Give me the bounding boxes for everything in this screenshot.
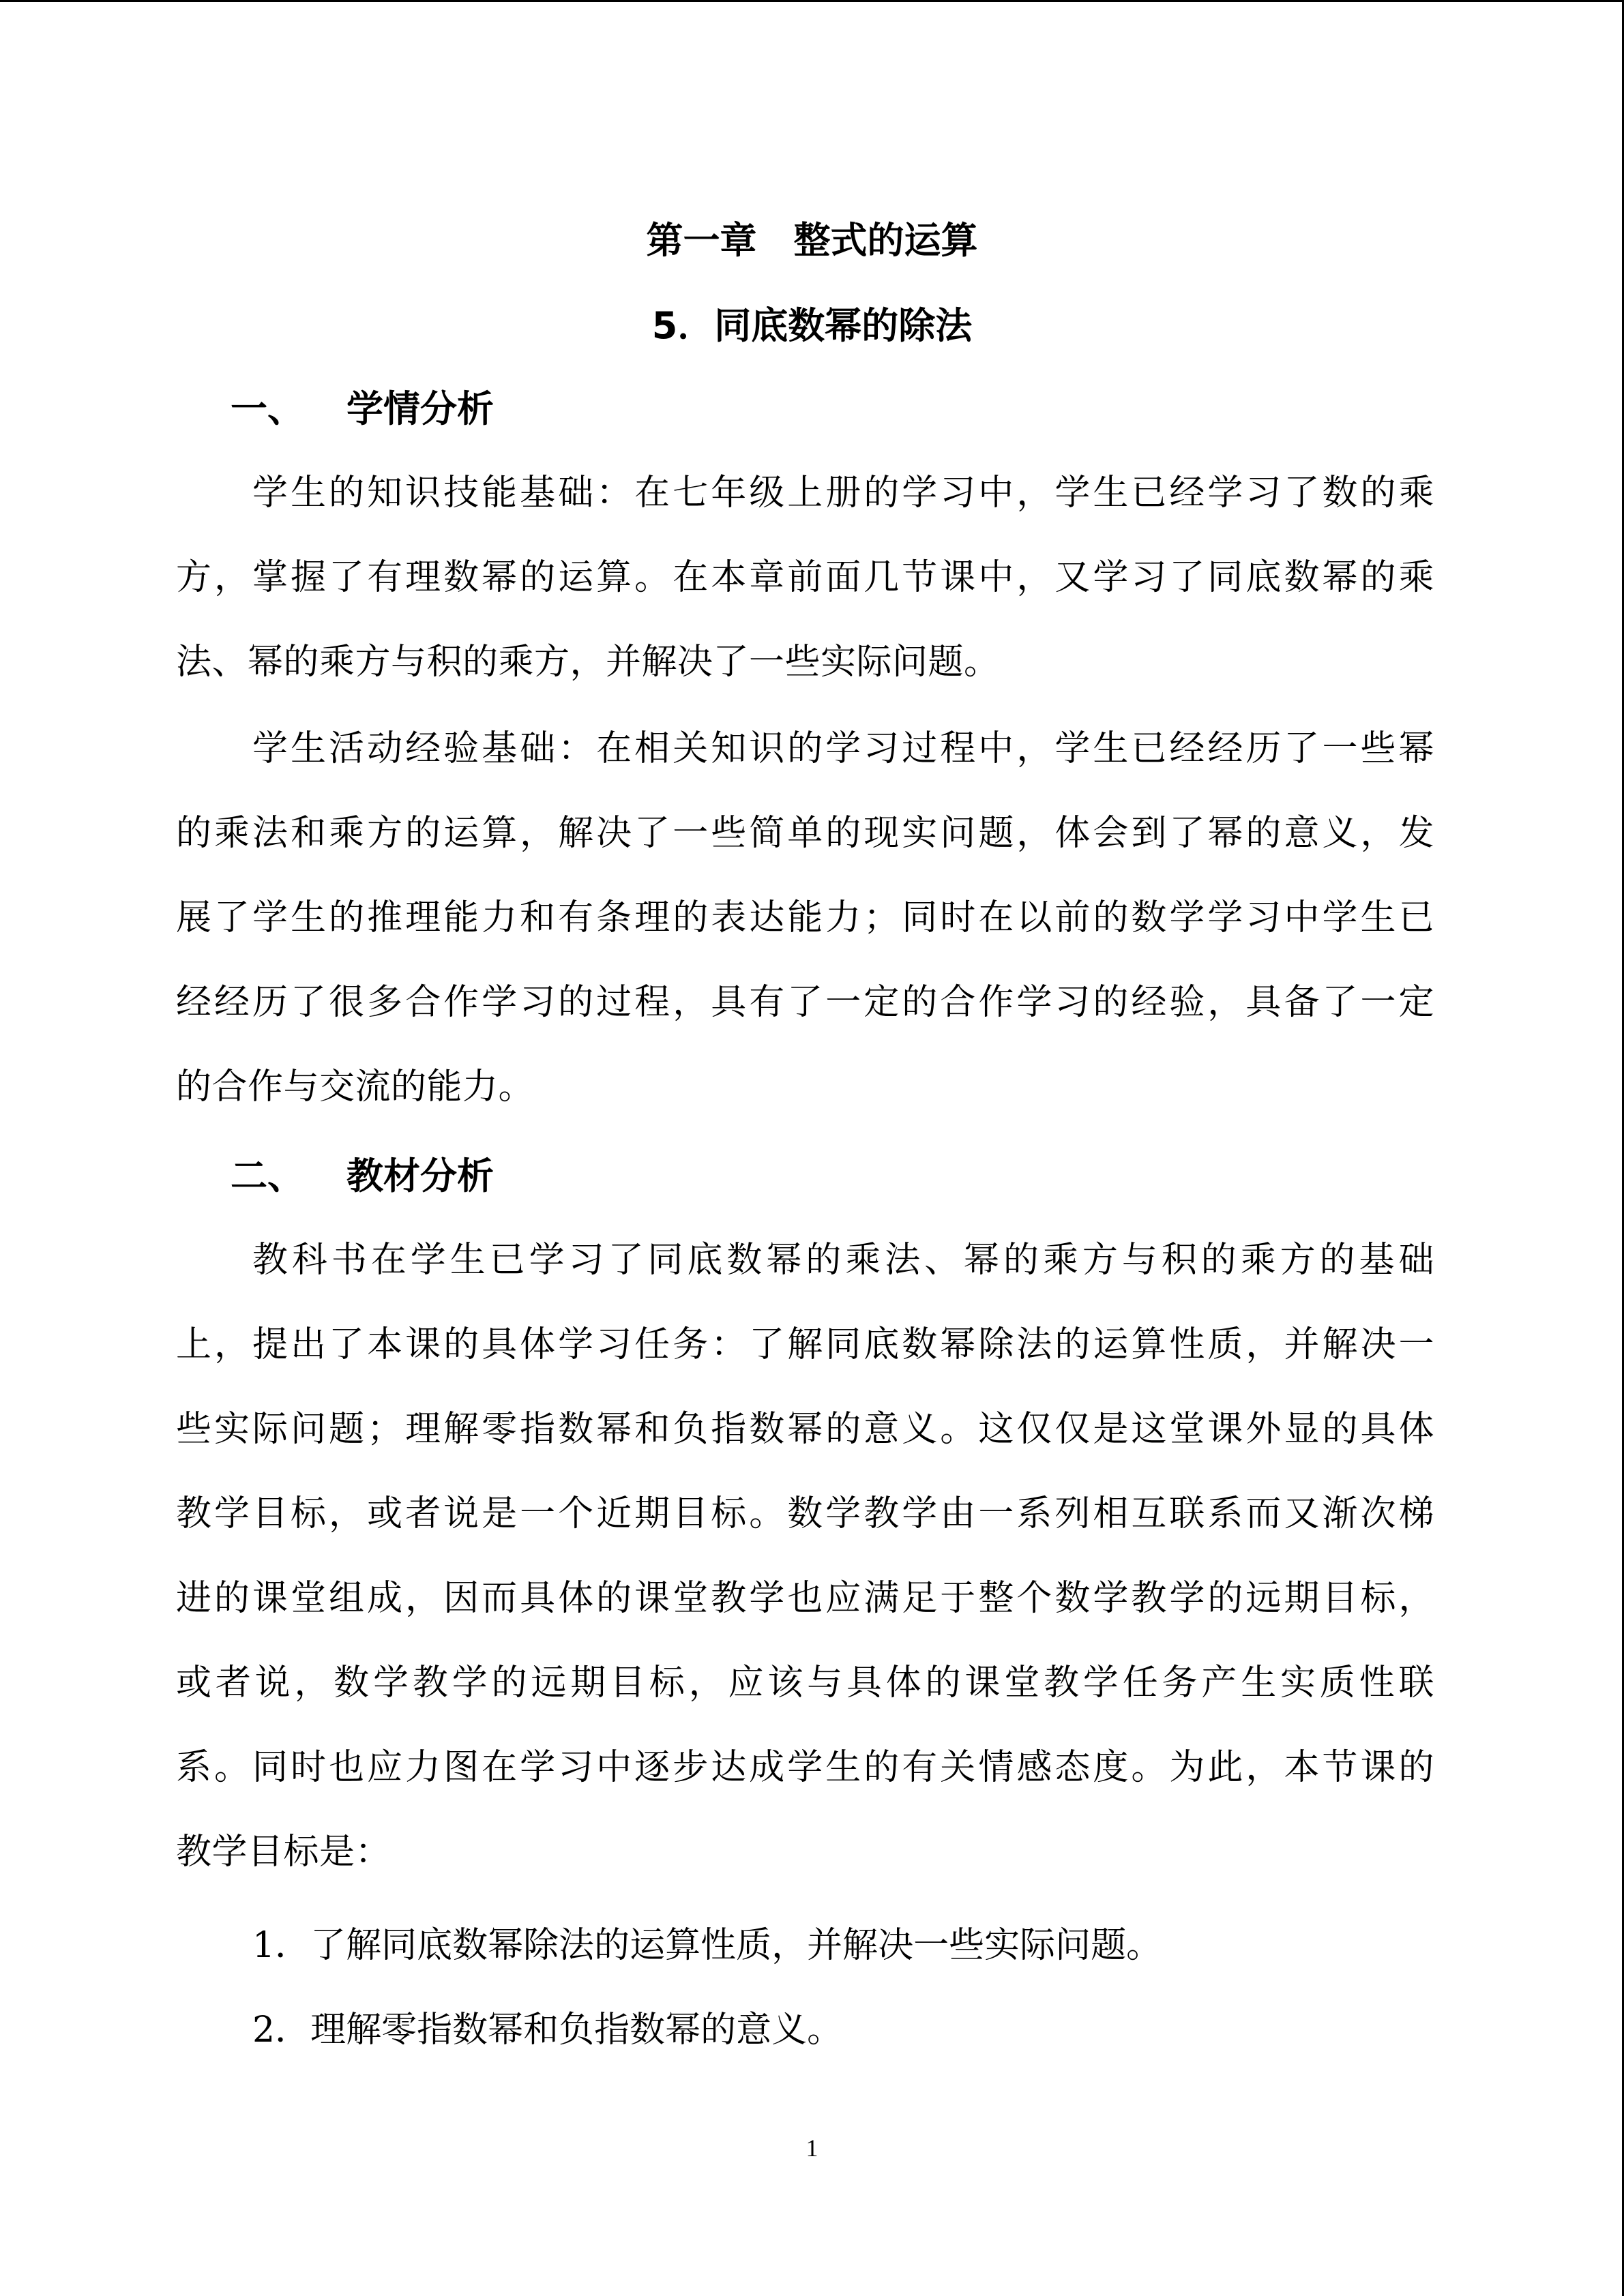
section-heading-learning-analysis xyxy=(231,385,494,433)
paragraph-line: 学生活动经验基础：在相关知识的学习过程中，学生已经经历了一些幂 xyxy=(252,728,1434,769)
paragraph-line: 上，提出了本课的具体学习任务：了解同底数幂除法的运算性质，并解决一 xyxy=(176,1324,1434,1365)
section-title: 教材分析 xyxy=(346,1154,494,1197)
paragraph-textbook xyxy=(176,1218,1434,1894)
chapter-title: 第一章 整式的运算 xyxy=(646,219,978,262)
paragraph-line: 法、幂的乘方与积的乘方，并解决了一些实际问题。 xyxy=(176,642,1000,683)
paragraph-line: 进的课堂组成，因而具体的课堂教学也应满足于整个数学教学的远期目标， xyxy=(176,1578,1434,1619)
paragraph-line: 的合作与交流的能力。 xyxy=(176,1067,535,1107)
paragraph-line: 经经历了很多合作学习的过程，具有了一定的合作学习的经验，具备了一定 xyxy=(176,982,1434,1023)
paragraph-line: 教学目标是： xyxy=(176,1832,392,1873)
section-heading-textbook-analysis xyxy=(231,1152,494,1200)
paragraph-line: 展了学生的推理能力和有条理的表达能力；同时在以前的数学学习中学生已 xyxy=(176,897,1434,938)
goal-list-item: 2．理解零指数幂和负指数幂的意义。 xyxy=(252,2010,843,2051)
paragraph-line: 教学目标，或者说是一个近期目标。数学教学由一系列相互联系而又渐次梯 xyxy=(176,1493,1434,1534)
paragraph-line: 的乘法和乘方的运算，解决了一些简单的现实问题，体会到了幂的意义，发 xyxy=(176,813,1434,854)
paragraph-line: 些实际问题；理解零指数幂和负指数幂的意义。这仅仅是这堂课外显的具体 xyxy=(176,1409,1434,1450)
paragraph-activity-basis xyxy=(176,706,1434,1129)
section-number: 二、 xyxy=(231,1154,304,1197)
paragraph-line: 教科书在学生已学习了同底数幂的乘法、幂的乘方与积的乘方的基础 xyxy=(252,1240,1434,1281)
goal-list-item: 1．了解同底数幂除法的运算性质，并解决一些实际问题。 xyxy=(252,1925,1162,1966)
section-number: 一、 xyxy=(231,387,304,430)
lesson-title: 5．同底数幂的除法 xyxy=(651,304,973,347)
paragraph-line: 或者说，数学教学的远期目标，应该与具体的课堂教学任务产生实质性联 xyxy=(176,1663,1434,1703)
paragraph-line: 系。同时也应力图在学习中逐步达成学生的有关情感态度。为此，本节课的 xyxy=(176,1747,1434,1788)
paragraph-line: 方，掌握了有理数幂的运算。在本章前面几节课中，又学习了同底数幂的乘 xyxy=(176,557,1434,598)
page-top-border xyxy=(0,0,1624,2)
page-number: 1 xyxy=(806,2134,818,2162)
paragraph-knowledge-basis xyxy=(176,451,1434,704)
paragraph-line: 学生的知识技能基础：在七年级上册的学习中，学生已经学习了数的乘 xyxy=(252,473,1434,513)
section-title: 学情分析 xyxy=(346,387,494,430)
